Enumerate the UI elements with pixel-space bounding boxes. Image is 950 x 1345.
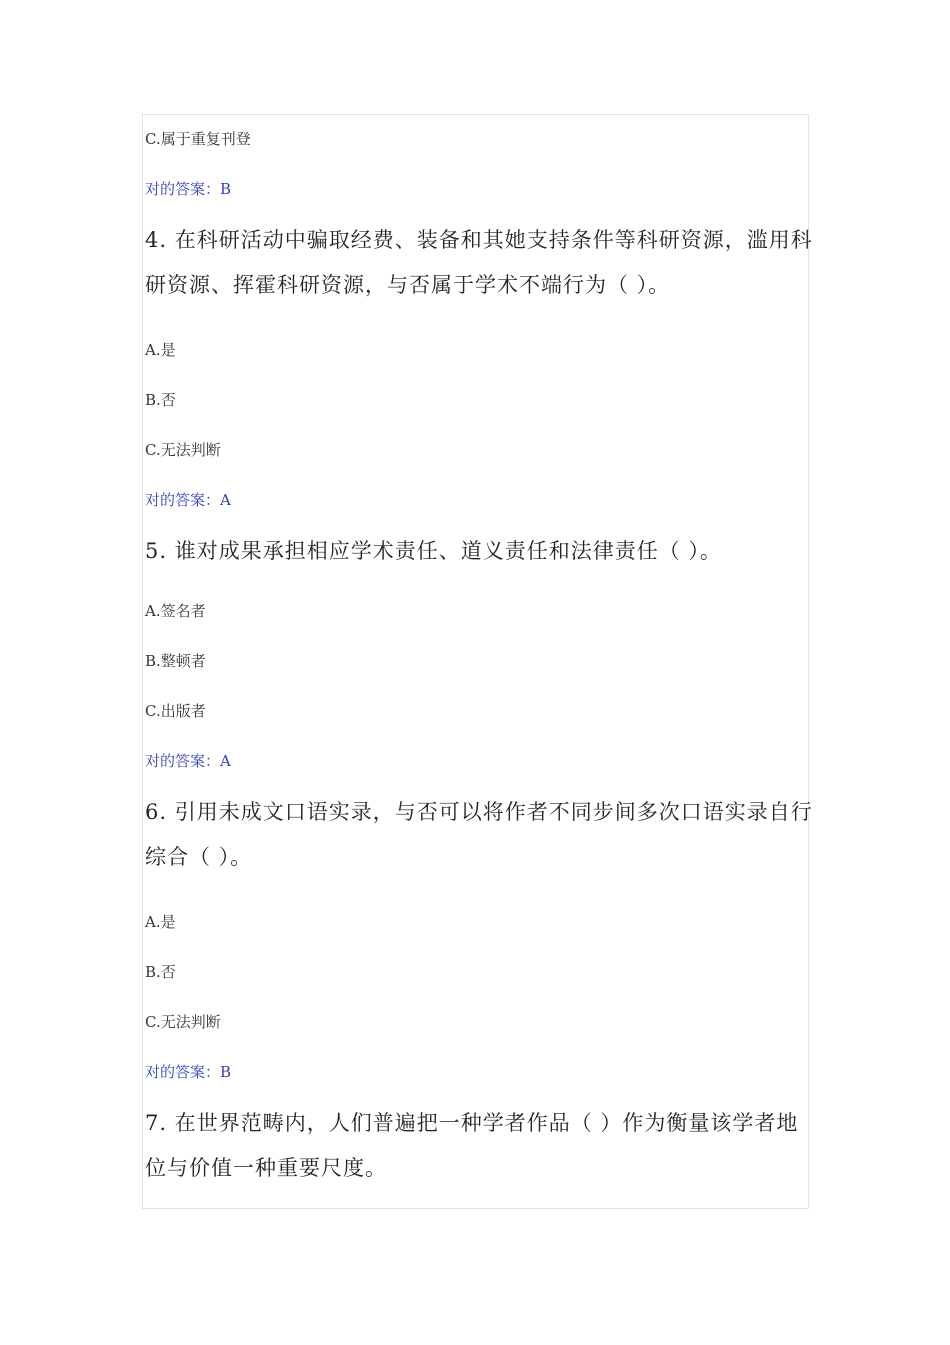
q4-stem-line1: 4. 在科研活动中骗取经费、装备和其她支持条件等科研资源，滥用科 xyxy=(145,228,813,252)
q6-stem-line1: 6. 引用未成文口语实录，与否可以将作者不同步间多次口语实录自行 xyxy=(145,800,813,824)
q5-stem-line1: 5. 谁对成果承担相应学术责任、道义责任和法律责任（ ）。 xyxy=(145,539,722,563)
q4-answer: 对的答案：A xyxy=(145,491,231,509)
q6-option-c: C.无法判断 xyxy=(145,1013,221,1031)
q4-stem-line2: 研资源、挥霍科研资源，与否属于学术不端行为（ ）。 xyxy=(145,273,671,297)
q5-answer: 对的答案：A xyxy=(145,752,231,770)
q6-option-a: A.是 xyxy=(145,913,176,931)
q3-option-c: C.属于重复刊登 xyxy=(145,130,251,148)
q3-answer: 对的答案：B xyxy=(145,180,232,198)
q5-option-b: B.整顿者 xyxy=(145,652,206,670)
q5-option-c: C.出版者 xyxy=(145,702,206,720)
q4-option-c: C.无法判断 xyxy=(145,441,221,459)
q4-option-a: A.是 xyxy=(145,341,176,359)
q7-stem-line2: 位与价值一种重要尺度。 xyxy=(145,1156,387,1180)
q6-answer: 对的答案：B xyxy=(145,1063,232,1081)
q7-stem-line1: 7. 在世界范畴内，人们普遍把一种学者作品（ ）作为衡量该学者地 xyxy=(145,1111,799,1135)
q4-option-b: B.否 xyxy=(145,391,176,409)
q6-stem-line2: 综合（ ）。 xyxy=(145,845,253,869)
q5-option-a: A.签名者 xyxy=(145,602,206,620)
q6-option-b: B.否 xyxy=(145,963,176,981)
